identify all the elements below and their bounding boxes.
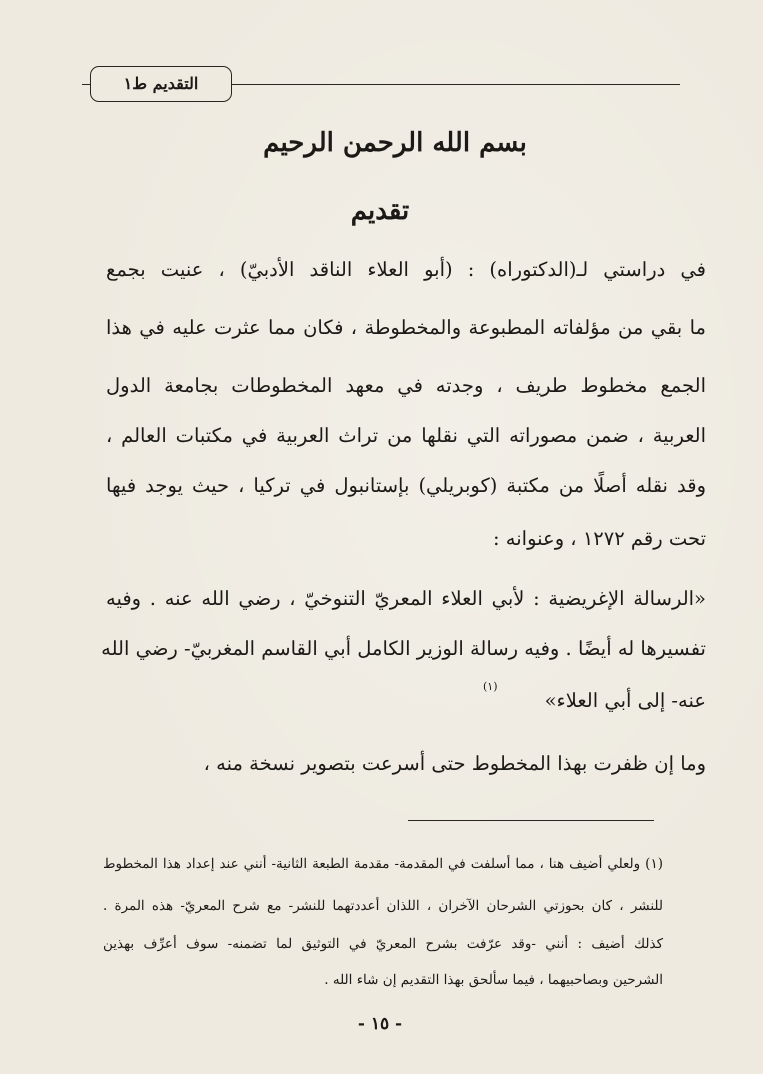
body-line: وقد نقله أصلًا من مكتبة (كوبريلي) بإستانبول في تركيا ، حيث يوجد فيها — [106, 474, 706, 497]
quote-line: تفسيرها له أيضًا . وفيه رسالة الوزير الكامل أبي القاسم المغربيّ- رضي الله — [101, 637, 706, 660]
running-header: التقديم ط١ — [90, 66, 232, 102]
footnote-line: الشرحين وبصاحبيهما ، فيما سألحق بهذا التقديم إن شاء الله . — [324, 972, 663, 988]
page-number: - ١٥ - — [357, 1014, 403, 1034]
footnote-line: (١) ولعلي أضيف هنا ، مما أسلفت في المقدمة- مقدمة الطبعة الثانية- أنني عند إعداد هذا المخطوط — [103, 856, 663, 872]
page-title: تقديم — [350, 196, 410, 226]
footnote-line: كذلك أضيف : أنني -وقد عرّفت بشرح المعريّ في التوثيق لما تضمنه- سوف أعرِّف بهذين — [103, 936, 663, 952]
footnote-line: للنشر ، كان بحوزتي الشرحان الآخران ، اللذان أعددتهما للنشر- مع شرح المعريّ- هذه المرة . — [103, 898, 663, 914]
body-line: في دراستي لـ(الدكتوراه) : (أبو العلاء الناقد الأدبيّ) ، عنيت بجمع — [106, 258, 706, 281]
body-line: العربية ، ضمن مصوراته التي نقلها من تراث العربية في مكتبات العالم ، — [106, 424, 706, 447]
body-line: وما إن ظفرت بهذا المخطوط حتى أسرعت بتصوير نسخة منه ، — [203, 752, 706, 775]
basmala-heading: بسم الله الرحمن الرحيم — [263, 128, 527, 158]
footnote-reference: (١) — [483, 680, 498, 693]
body-line: الجمع مخطوط طريف ، وجدته في معهد المخطوطات بجامعة الدول — [106, 374, 706, 397]
quote-line: «الرسالة الإغريضية : لأبي العلاء المعريّ التنوخيّ ، رضي الله عنه . وفيه — [106, 587, 706, 610]
body-line: ما بقي من مؤلفاته المطبوعة والمخطوطة ، فكان مما عثرت عليه في هذا — [106, 316, 706, 339]
footnote-separator — [408, 820, 654, 821]
body-line: تحت رقم ١٢٧٢ ، وعنوانه : — [493, 527, 706, 550]
quote-line: عنه- إلى أبي العلاء» — [544, 689, 706, 712]
